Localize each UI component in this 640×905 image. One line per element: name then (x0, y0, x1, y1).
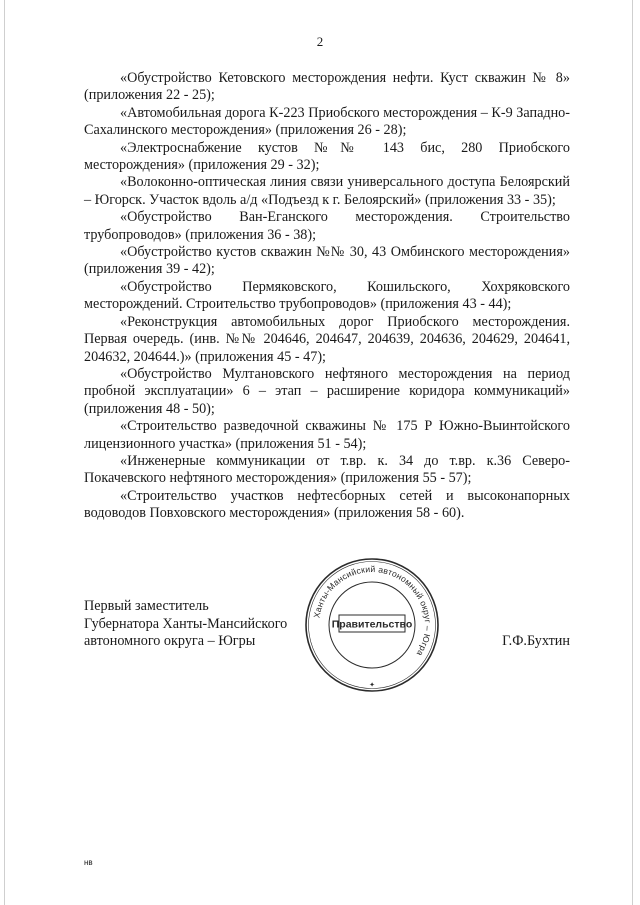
paragraph: «Реконструкция автомобильных дорог Приобского месторождения. Первая очередь. (инв. №№ 204646, 204647, 204639, 204636, 204629, 204641, 204632, 204644.)» (приложения 45 - 47); (84, 313, 570, 365)
signatory-title-line: Первый заместитель (84, 598, 209, 614)
stamp-star-icon: ✦ (369, 682, 375, 689)
signatory-title-line: автономного округа – Югры (84, 633, 256, 650)
paragraph: «Волоконно-оптическая линия связи универсального доступа Белоярский – Югорск. Участок вдоль а/д «Подъезд к г. Белоярский» (приложения 33 - 35); (84, 174, 570, 208)
stamp-center-text: Правительство (331, 618, 413, 631)
page-number: 2 (316, 34, 324, 49)
paragraph: «Обустройство Ван-Еганского месторождения. Строительство трубопроводов» (приложения 36 - 38); (84, 209, 570, 243)
paragraph: «Строительство разведочной скважины № 175 Р Южно-Выинтойского лицензионного участка» (приложения 51 - 54); (84, 418, 570, 452)
signatory-name: Г.Ф.Бухтин (502, 633, 570, 649)
paragraph: «Автомобильная дорога К-223 Приобского месторождения – К-9 Западно-Сахалинского месторождения» (приложения 26 - 28); (84, 104, 570, 139)
paragraph: «Строительство участков нефтесборных сетей и высоконапорных водоводов Повховского месторождения» (приложения 58 - 60). (84, 487, 570, 522)
paragraph: «Обустройство Пермяковского, Кошильского, Хохряковского месторождений. Строительство трубопроводов» (приложения 43 - 44); (84, 278, 570, 313)
paragraph: «Инженерные коммуникации от т.вр. к. 34 до т.вр. к.36 Северо-Покачевского нефтяного месторождения» (приложения 55 - 57); (84, 452, 570, 487)
scan-edge-right (632, 0, 633, 905)
paragraph: «Обустройство кустов скважин №№ 30, 43 Омбинского месторождения» (приложения 39 - 42); (84, 244, 570, 278)
footer-mark: нв (84, 858, 93, 867)
signatory-title-line: Губернатора Ханты-Мансийского (84, 615, 288, 632)
scan-edge-left (4, 0, 5, 905)
paragraph: «Обустройство Кетовского месторождения нефти. Куст скважин № 8» (приложения 22 - 25); (84, 70, 570, 104)
paragraph: «Обустройство Мултановского нефтяного месторождения на период пробной эксплуатации» 6 – этап – расширение коридора коммуникаций» (приложения 48 - 50); (84, 365, 570, 417)
official-stamp (297, 553, 447, 698)
paragraph: «Электроснабжение кустов №№ 143 бис, 280 Приобского месторождения» (приложения 29 - 32); (84, 139, 570, 174)
stamp-ring-text: Ханты-Мансийский автономный округ – Югра (311, 563, 434, 658)
signatory-title (84, 598, 314, 651)
document-body (84, 70, 570, 523)
